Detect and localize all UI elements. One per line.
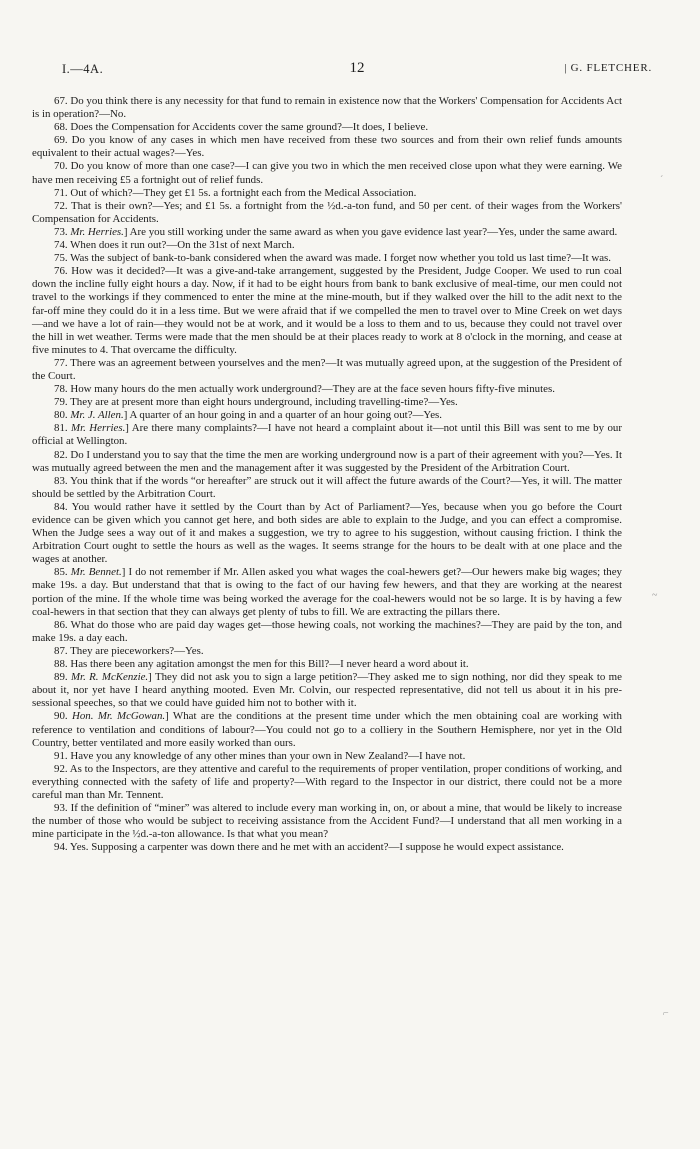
paragraph-text: What are the conditions at the present time under which the men obtaining coal are working with reference to ventilation and conditions of labour?—You could not go to a colliery in the Southern Hemisphere, nor yet in the Old Country, better ventilated and more easily worked than ours.: [32, 710, 622, 749]
question-answer-paragraph: [32, 566, 622, 618]
paragraph-text: 74. When does it run out?—On the 31st of next March.: [54, 239, 295, 252]
paragraph-text: 88. Has there been any agitation amongst the men for this Bill?—I never heard a word about it.: [54, 658, 469, 671]
question-answer-paragraph: [32, 160, 622, 186]
question-answer-paragraph: [32, 409, 622, 422]
witness-name: [565, 62, 652, 74]
document-reference: I.—4A.: [62, 62, 104, 76]
question-answer-paragraph: [32, 710, 622, 749]
paragraph-text: 84. You would rather have it settled by the Court than by Act of Parliament?—Yes, because when you go before the Court evidence can be given which you cannot get here, and both sides are able to explain to the Judge, and you can effect a compromise. When the Judge sees a way out of it and makes a suggestion, we try to agree to his suggestion, without causing friction. I think the Arbitration Court ought to settle the hours as well as the wages. It seems strange for the hours to be dealt with at one place and the wages at another.: [32, 500, 622, 566]
question-answer-paragraph: [32, 763, 622, 802]
question-answer-paragraph: [32, 357, 622, 383]
question-answer-paragraph: [32, 841, 622, 854]
paragraph-text: 93. If the definition of “miner” was altered to include every man working in, on, or about a mine, that would be likely to increase the number of those who would be subject to receiving assistance from the Accident Fund?—I understand that all men working in a mine participate in the ½d.-a-ton allowance. Is that what you mean?: [32, 802, 622, 841]
paragraph-text: 87. They are pieceworkers?—Yes.: [54, 644, 204, 657]
paragraph-text: 72. That is their own?—Yes; and £1 5s. a fortnight from the ½d.-a-ton fund, and 50 per cent. of their wages from the Workers' Compensation for Accidents.: [32, 199, 622, 225]
question-answer-paragraph: [32, 658, 622, 671]
speaker-bracket: ]: [123, 409, 128, 422]
paragraph-text: Are there many complaints?—I have not heard a complaint about it—not until this Bill was sent to me by our official at Wellington.: [32, 422, 623, 448]
paragraph-text: I do not remember if Mr. Allen asked you what wages the coal-hewers get?—Our hewers make big wages; they make 19s. a day. But understand that that is owing to the fact of our having few hewers, and that they are working at the nearest portion of the mine. If the whole time was being worked the average for the coal-hewers would not be so large. It is by having a few coal-hewers in that section that they can always get plenty of tubs to fill. We are extracting the pillars there.: [32, 566, 623, 618]
paragraph-text: 77. There was an agreement between yourselves and the men?—It was mutually agreed upon, at the suggestion of the President of the Court.: [32, 356, 622, 382]
speaker-bracket: ]: [121, 566, 126, 579]
paragraph-text: 86. What do those who are paid day wages get—those hewing coals, not working the machines?—They are paid by the ton, and make 19s. a day each.: [32, 618, 622, 644]
paragraph-text: 79. They are at present more than eight hours underground, including travelling-time?—Yes.: [54, 396, 458, 409]
question-answer-paragraph: [32, 121, 622, 134]
paragraph-text: They did not ask you to sign a large petition?—They asked me to sign nothing, nor did they speak to me about it, nor yet have I heard anything mooted. Even Mr. Colvin, our respected representative, did not tell us about it in his pre-sessional speeches, so that we could have guided him not to bother with it.: [32, 671, 622, 710]
paragraph-text: 82. Do I understand you to say that the time the men are working underground now is a part of their agreement with you?—Yes. It was mutually agreed between the men and the management after it was suggested by the President of the Arbitration Court.: [32, 448, 622, 474]
question-answer-paragraph: [32, 265, 622, 357]
paragraph-text: 94. Yes. Supposing a carpenter was down there and he met with an accident?—I suppose he would expect assistance.: [54, 841, 564, 854]
paragraph-text: 75. Was the subject of bank-to-bank considered when the award was made. I forget now whether you told us last time?—It was.: [54, 252, 612, 265]
page-number: 12: [349, 60, 365, 76]
question-answer-paragraph: [32, 645, 622, 658]
paragraph-text: 70. Do you know of more than one case?—I can give you two in which the men received close upon what they were earning. We have men receiving £5 a fortnight out of relief funds.: [32, 160, 622, 186]
question-answer-paragraph: [32, 750, 622, 763]
question-number: 90.: [54, 710, 72, 723]
evidence-text: [32, 95, 622, 854]
header-divider: |: [564, 62, 568, 74]
paragraph-text: 76. How was it decided?—It was a give-and-take arrangement, suggested by the President, Judge Cooper. We used to run coal down the incline fully eight hours a day. Now, if it had to be eight hours from bank to bank exclusive of meal-time, our men could not travel to the workings if they commenced to enter the mine at the mine-mouth, but if they walked over the hill to the adit next to the far-off mine they could do it in a less time. But we were afraid that if we compelled the men to travel over to Mine Creek on wet days—and we have a lot of rain—they would not be at work, and it would be a loss to them and to us, because they could not travel over the hill in wet weather. Terms were made that the men should be at their places ready to work at 8 o'clock in the morning, and cease at five minutes to 4. That overcame the difficulty.: [32, 265, 622, 356]
question-answer-paragraph: [32, 200, 622, 226]
speaker-name: Mr. Bennet.: [70, 566, 122, 579]
paragraph-text: 91. Have you any knowledge of any other mines than your own in New Zealand?—I have not.: [54, 749, 466, 762]
paragraph-text: 83. You think that if the words “or hereafter” are struck out it will affect the future awards of the Court?—Yes, it will. The matter should be settled by the Arbitration Court.: [32, 474, 622, 500]
speaker-bracket: ]: [148, 671, 152, 684]
speaker-bracket: ]: [165, 710, 169, 723]
question-answer-paragraph: [32, 671, 622, 710]
margin-mark: ~: [652, 590, 658, 601]
question-answer-paragraph: [32, 187, 622, 200]
paragraph-text: 78. How many hours do the men actually work underground?—They are at the face seven hours fifty-five minutes.: [54, 383, 555, 396]
question-answer-paragraph: [32, 422, 622, 448]
question-number: 81.: [54, 422, 72, 435]
question-number: 80.: [54, 409, 71, 422]
paragraph-text: 67. Do you think there is any necessity for that fund to remain in existence now that the Workers' Compensation for Accidents Act is in operation?—No.: [32, 95, 622, 121]
question-answer-paragraph: [32, 449, 622, 475]
question-answer-paragraph: [32, 383, 622, 396]
speaker-bracket: ]: [125, 422, 129, 435]
margin-mark: ˊ: [660, 175, 664, 186]
paragraph-text: 69. Do you know of any cases in which men have received from these two sources and from their own relief funds amounts equivalent to their actual wages?—Yes.: [32, 134, 622, 160]
question-answer-paragraph: [32, 802, 622, 841]
margin-mark: ⌐: [663, 1008, 669, 1019]
speaker-name: Hon. Mr. McGowan.: [71, 710, 166, 723]
question-answer-paragraph: [32, 95, 622, 121]
speaker-name: Mr. J. Allen.: [70, 409, 124, 422]
witness-name-text: G. FLETCHER.: [570, 62, 652, 74]
page-header: [62, 60, 652, 78]
paragraph-text: 71. Out of which?—They get £1 5s. a fortnight each from the Medical Association.: [54, 186, 417, 199]
paragraph-text: Are you still working under the same award as when you gave evidence last year?—Yes, under the same award.: [127, 225, 618, 238]
question-number: 85.: [54, 566, 71, 579]
question-number: 73.: [54, 225, 71, 238]
speaker-name: Mr. Herries.: [71, 422, 126, 435]
paragraph-text: 92. As to the Inspectors, are they attentive and careful to the requirements of proper ventilation, proper conditions of working, and everything connected with the safety of life and property?—With regard to the Inspector in our district, there could not be a more careful man than Mr. Tennent.: [32, 762, 622, 801]
question-answer-paragraph: [32, 475, 622, 501]
question-answer-paragraph: [32, 252, 622, 265]
question-answer-paragraph: [32, 134, 622, 160]
question-answer-paragraph: [32, 239, 622, 252]
question-answer-paragraph: [32, 501, 622, 566]
question-answer-paragraph: [32, 619, 622, 645]
speaker-name: Mr. Herries.: [70, 225, 124, 238]
question-answer-paragraph: [32, 226, 622, 239]
speaker-bracket: ]: [123, 225, 128, 238]
speaker-name: Mr. R. McKenzie.: [70, 671, 149, 684]
paragraph-text: 68. Does the Compensation for Accidents cover the same ground?—It does, I believe.: [54, 121, 429, 134]
question-number: 89.: [54, 671, 71, 684]
question-answer-paragraph: [32, 396, 622, 409]
paragraph-text: A quarter of an hour going in and a quarter of an hour going out?—Yes.: [127, 409, 442, 422]
